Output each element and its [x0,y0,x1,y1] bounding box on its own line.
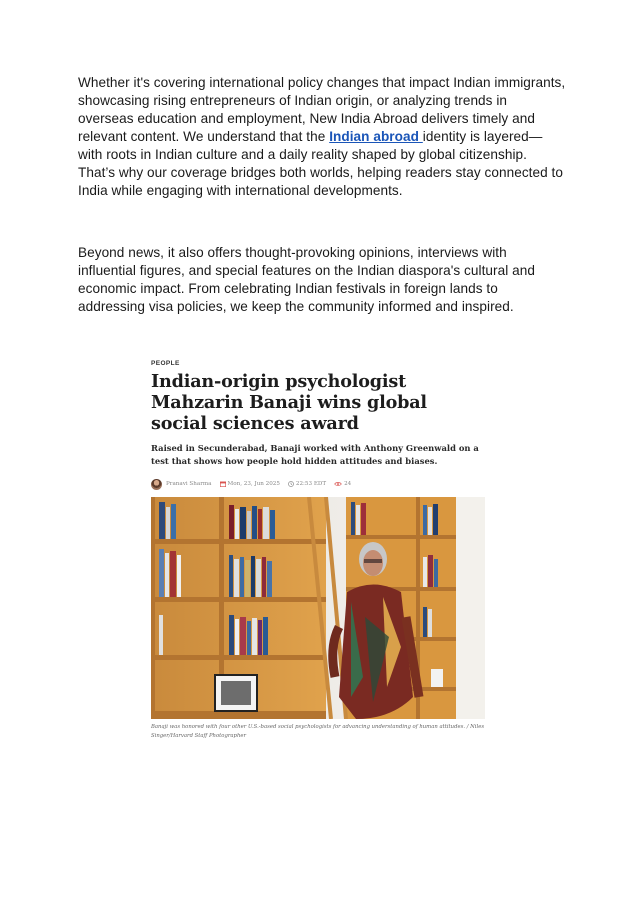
views-count: 24 [344,481,352,487]
article-time [288,481,326,487]
author [151,479,212,490]
article-byline [151,478,485,490]
article-date [220,481,280,487]
article-headline: Indian-origin psychologist Mahzarin Banaji wins global social sciences award [151,371,427,434]
beyond-news-paragraph: Beyond news, it also offers thought-provoking opinions, interviews with influential figures, and special features on the Indian diaspora's cultural and economic impact. From celebrating Indian festivals in foreign lands to addressing visa policies, we keep the community informed and inspired. [78,245,535,314]
author-avatar [151,479,162,490]
author-name: Pranavi Sharma [166,481,212,487]
clock-icon [288,481,294,487]
indian-abroad-link[interactable]: Indian abroad [329,129,423,144]
eye-icon [334,481,342,487]
intro-paragraph [78,74,566,200]
time-text: 22:53 EDT [295,481,327,487]
paragraph-text: Whether it's covering international policy changes that impact Indian immigrants, showcasing rising entrepreneurs of Indian origin, or analyzing trends in overseas education and employment, New India Abroad delivers timely and relevant content. We understand that the [78,75,566,144]
date-text: Mon, 23, Jun 2025 [227,481,280,487]
article-summary: Raised in Secunderabad, Banaji worked with Anthony Greenwald on a test that shows how people hold hidden attitudes and biases. [151,443,479,466]
article-screenshot [151,360,485,741]
photo-caption: Banaji was honored with four other U.S.-based social psychologists for advancing understanding of human attitudes. / Niles Singer/Harvard Staff Photographer [151,724,485,739]
article-views [334,481,351,487]
calendar-icon [220,481,226,487]
article-photo [151,497,485,719]
paragraph-text: identity is layered—with roots in Indian culture and a daily reality shaped by global citizenship. That’s why our coverage bridges both worlds, helping readers stay connected to India while engaging with international developments. [78,129,563,198]
article-category: PEOPLE [151,360,180,367]
